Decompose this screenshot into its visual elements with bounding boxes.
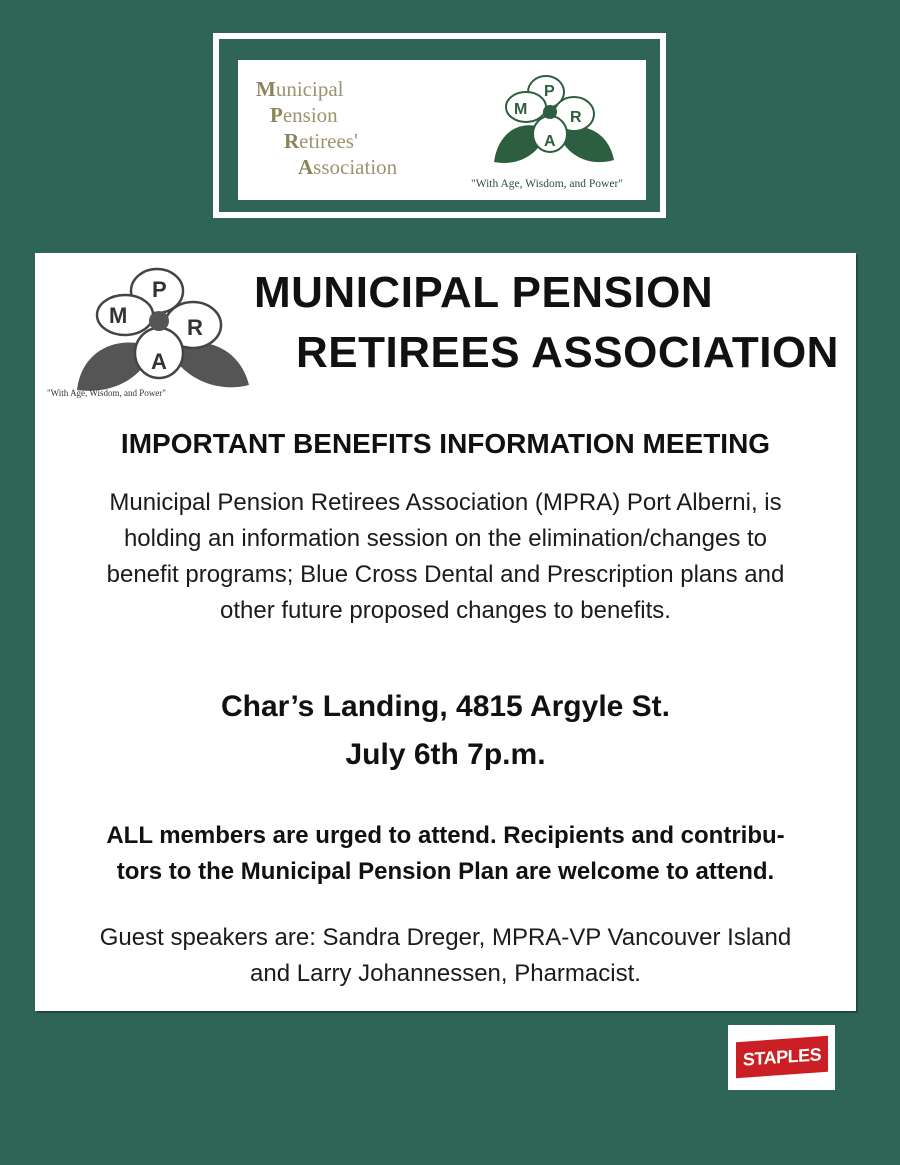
mpra-flower-logo-icon	[486, 72, 618, 170]
flyer-title	[250, 263, 850, 383]
svg-text:A: A	[151, 349, 167, 374]
banner-name-line-4: Association	[298, 155, 398, 179]
banner-name-line-3: Retirees'	[284, 129, 358, 153]
svg-text:R: R	[187, 315, 203, 340]
guest-speakers	[65, 920, 826, 992]
intro-line: Municipal Pension Retirees Association (MPRA) Port Alberni, is	[109, 489, 782, 516]
intro-line: other future proposed changes to benefits.	[220, 597, 671, 624]
attendance-notice	[53, 818, 838, 890]
svg-text:M: M	[109, 303, 128, 328]
attendance-line: tors to the Municipal Pension Plan are welcome to attend.	[116, 858, 775, 885]
svg-text:R: R	[570, 109, 582, 126]
svg-text:M: M	[514, 101, 528, 118]
staples-logo-label: STAPLES	[736, 1036, 828, 1078]
intro-line: benefit programs; Blue Cross Dental and Prescription plans and	[106, 561, 785, 588]
intro-paragraph	[65, 485, 826, 629]
attendance-line: ALL members are urged to attend. Recipients and contribu-	[106, 822, 785, 849]
banner-name-line-1: Municipal	[256, 77, 344, 101]
svg-text:A: A	[544, 133, 556, 150]
meeting-date-time: July 6th 7p.m.	[345, 738, 546, 771]
flyer-card	[35, 253, 856, 1011]
banner-motto: "With Age, Wisdom, and Power"	[471, 178, 623, 190]
guest-line: Guest speakers are: Sandra Dreger, MPRA-VP Vancouver Island	[99, 924, 792, 951]
svg-text:P: P	[544, 83, 555, 100]
venue-address: Char’s Landing, 4815 Argyle St.	[220, 690, 671, 723]
venue-block	[35, 683, 856, 779]
svg-text:P: P	[152, 277, 167, 302]
flyer-motto: "With Age, Wisdom, and Power"	[47, 388, 166, 398]
title-line-1: MUNICIPAL PENSION	[254, 268, 714, 317]
mpra-banner	[213, 33, 666, 218]
banner-name-line-2: Pension	[270, 103, 338, 127]
title-line-2: RETIREES ASSOCIATION	[296, 328, 839, 377]
banner-association-name	[256, 76, 397, 180]
intro-line: holding an information session on the elimination/changes to	[123, 525, 768, 552]
staples-logo	[728, 1025, 835, 1090]
banner-frame	[219, 39, 660, 212]
guest-line: and Larry Johannessen, Pharmacist.	[250, 960, 641, 987]
banner-panel	[238, 60, 646, 200]
mpra-flower-logo-grey-icon	[69, 265, 259, 397]
meeting-heading: IMPORTANT BENEFITS INFORMATION MEETING	[120, 428, 771, 459]
